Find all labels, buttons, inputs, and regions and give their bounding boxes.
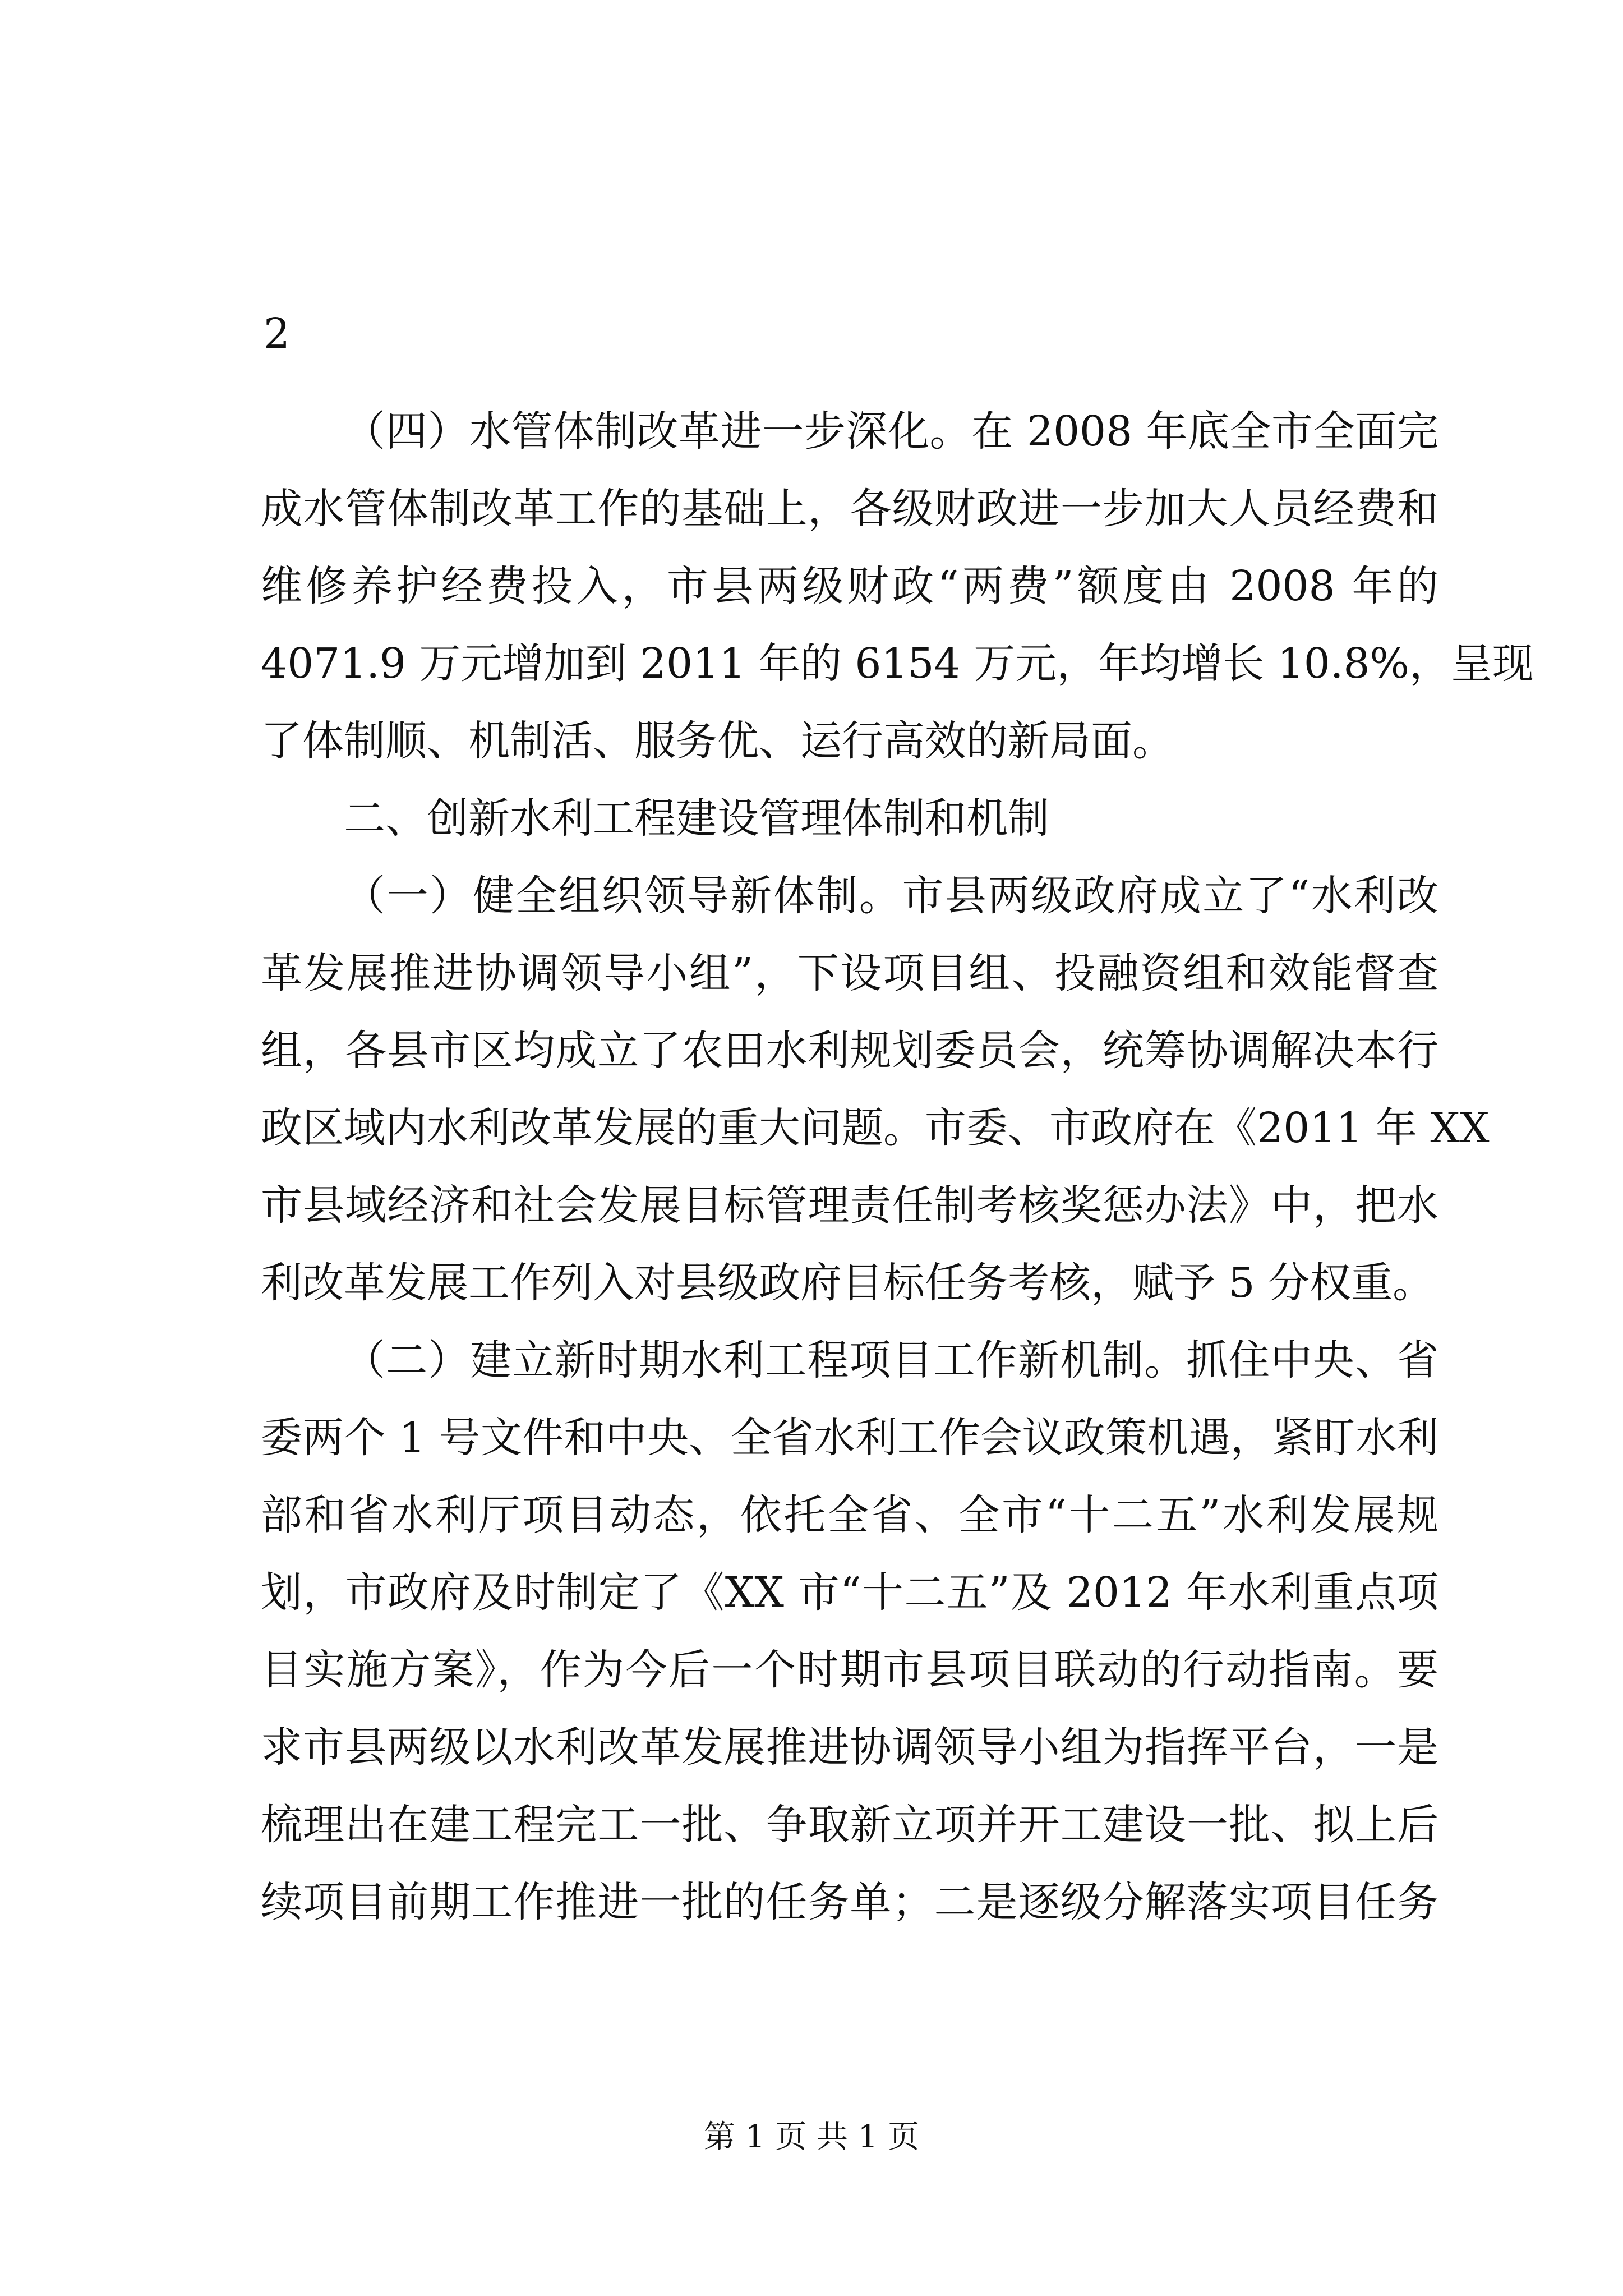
paragraph-line: 续项目前期工作推进一批的任务单；二是逐级分解落实项目任务 [261,1878,1438,1926]
paragraph-line: 维修养护经费投入，市县两级财政“两费”额度由 2008 年的 [261,562,1438,610]
paragraph-line: 成水管体制改革工作的基础上，各级财政进一步加大人员经费和 [261,485,1438,533]
paragraph-line: （二）建立新时期水利工程项目工作新机制。抓住中央、省 [344,1336,1438,1384]
page-number: 2 [264,310,291,358]
paragraph-line: 4071.9 万元增加到 2011 年的 6154 万元，年均增长 10.8%，呈现 [261,639,1534,688]
page-footer: 第 1 页 共 1 页 [703,2119,920,2155]
paragraph-line: （一）健全组织领导新体制。市县两级政府成立了“水利改 [344,872,1438,920]
paragraph-line: 部和省水利厅项目动态，依托全省、全市“十二五”水利发展规 [261,1491,1438,1539]
paragraph-line: 革发展推进协调领导小组”，下设项目组、投融资组和效能督查 [261,949,1438,997]
paragraph-line: 组，各县市区均成立了农田水利规划委员会，统筹协调解决本行 [261,1027,1438,1075]
paragraph-line: 划，市政府及时制定了《XX 市“十二五”及 2012 年水利重点项 [261,1568,1438,1617]
section-heading: 二、创新水利工程建设管理体制和机制 [344,794,1049,843]
body-text [261,393,1534,1941]
paragraph-line: 市县域经济和社会发展目标管理责任制考核奖惩办法》中，把水 [261,1181,1438,1230]
paragraph-line: 目实施方案》，作为今后一个时期市县项目联动的行动指南。要 [261,1646,1438,1694]
paragraph-line: 求市县两级以水利改革发展推进协调领导小组为指挥平台，一是 [261,1723,1438,1772]
paragraph-line: 了体制顺、机制活、服务优、运行高效的新局面。 [261,717,1174,765]
paragraph-line: 政区域内水利改革发展的重大问题。市委、市政府在《2011 年 XX [261,1104,1490,1152]
paragraph-line: 利改革发展工作列入对县级政府目标任务考核，赋予 5 分权重。 [261,1259,1435,1307]
paragraph-line: 梳理出在建工程完工一批、争取新立项并开工建设一批、拟上后 [261,1801,1438,1849]
paragraph-line: （四）水管体制改革进一步深化。在 2008 年底全市全面完 [344,407,1438,455]
paragraph-line: 委两个 1 号文件和中央、全省水利工作会议政策机遇，紧盯水利 [261,1414,1438,1462]
